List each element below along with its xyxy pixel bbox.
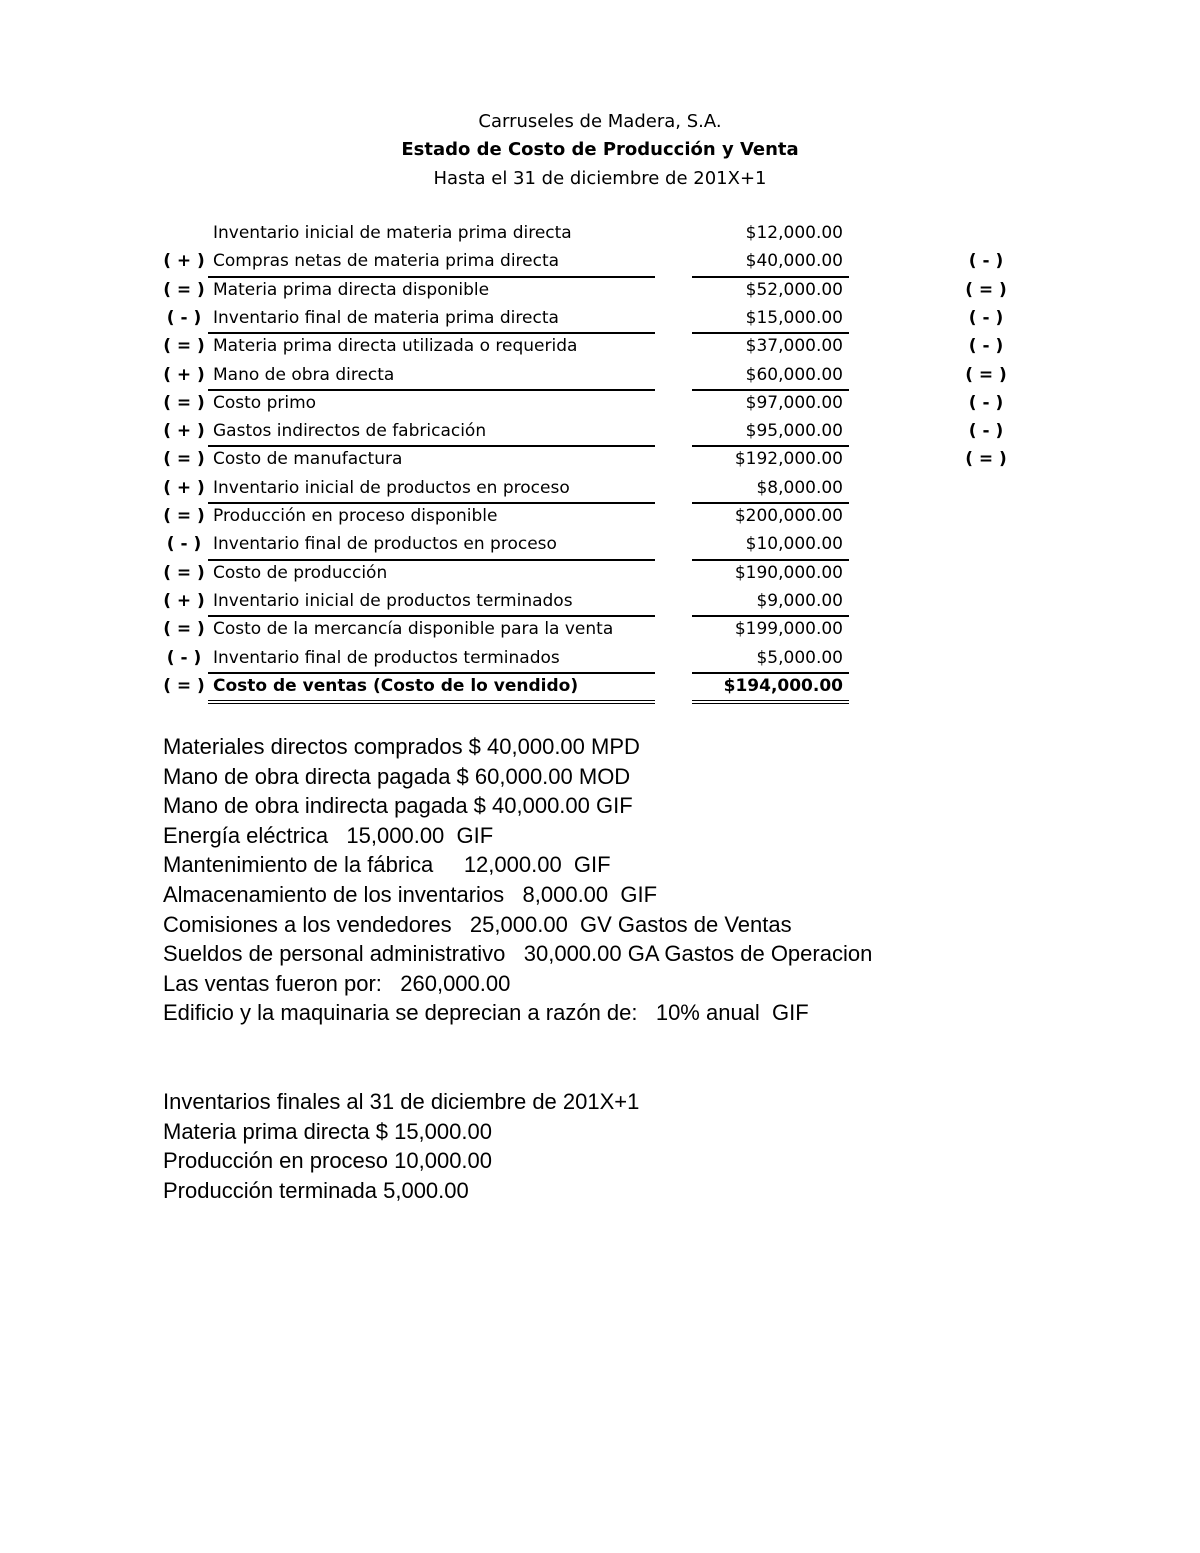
statement-label: Inventario inicial de productos en proceso	[213, 477, 570, 498]
statement-label: Inventario final de materia prima directa	[213, 307, 559, 328]
statement-row	[0, 390, 1200, 418]
statement-operator: ( + )	[163, 364, 205, 385]
statement-operator: ( - )	[166, 307, 202, 328]
statement-operator: ( = )	[163, 619, 205, 640]
statement-operator: ( - )	[166, 647, 202, 668]
statement-row	[0, 616, 1200, 644]
statement-label: Inventario final de productos en proceso	[213, 534, 557, 555]
statement-row	[0, 531, 1200, 559]
statement-amount: $199,000.00	[734, 619, 843, 640]
note-line: Las ventas fueron por: 260,000.00	[163, 970, 511, 996]
statement-operator: ( - )	[166, 534, 202, 555]
statement-label: Costo de producción	[213, 562, 388, 583]
statement-label: Mano de obra directa	[213, 364, 395, 385]
statement-amount: $5,000.00	[756, 647, 843, 668]
statement-row	[0, 673, 1200, 701]
statement-operator: ( = )	[163, 279, 205, 300]
inventory-line: Producción en proceso 10,000.00	[163, 1148, 493, 1174]
statement-amount: $95,000.00	[745, 421, 843, 442]
double-underline-rule	[692, 700, 849, 704]
statement-label: Gastos indirectos de fabricación	[213, 421, 487, 442]
statement-amount: $192,000.00	[734, 449, 843, 470]
statement-operator: ( = )	[163, 336, 205, 357]
statement-label: Compras netas de materia prima directa	[213, 251, 560, 272]
statement-label: Producción en proceso disponible	[213, 506, 498, 526]
statement-row	[0, 418, 1200, 446]
statement-label: Inventario final de productos terminados	[213, 647, 560, 668]
statement-side-note: ( = )	[965, 364, 1007, 385]
statement-label: Costo primo	[213, 392, 317, 413]
inventory-line: Producción terminada 5,000.00	[163, 1177, 469, 1203]
statement-side-note: ( - )	[968, 392, 1004, 413]
inventory-line: Inventarios finales al 31 de diciembre de 201X+1	[163, 1089, 640, 1114]
note-line: Energía eléctrica 15,000.00 GIF	[163, 822, 494, 848]
statement-amount: $9,000.00	[756, 590, 843, 611]
note-line: Mano de obra indirecta pagada $ 40,000.00 GIF	[163, 793, 633, 819]
statement-label: Inventario inicial de productos terminados	[213, 590, 573, 611]
statement-row	[0, 333, 1200, 361]
statement-amount: $10,000.00	[745, 534, 843, 555]
statement-row	[0, 362, 1200, 390]
statement-operator: ( = )	[163, 449, 205, 470]
statement-amount: $52,000.00	[745, 279, 843, 300]
statement-row	[0, 305, 1200, 333]
statement-operator: ( + )	[163, 590, 205, 611]
note-line: Almacenamiento de los inventarios 8,000.00 GIF	[163, 881, 658, 907]
note-line: Edificio y la maquinaria se deprecian a razón de: 10% anual GIF	[163, 1000, 809, 1026]
statement-side-note: ( - )	[968, 251, 1004, 272]
statement-operator: ( = )	[163, 675, 205, 696]
statement-row	[0, 277, 1200, 305]
statement-operator: ( = )	[163, 506, 205, 526]
statement-operator: ( = )	[163, 562, 205, 583]
inventory-line: Materia prima directa $ 15,000.00	[163, 1118, 492, 1144]
statement-operator: ( + )	[163, 251, 205, 272]
statement-row	[0, 560, 1200, 588]
statement-amount: $194,000.00	[723, 675, 843, 696]
statement-row	[0, 588, 1200, 616]
statement-row	[0, 220, 1200, 248]
note-line: Mano de obra directa pagada $ 60,000.00 MOD	[163, 763, 631, 789]
statement-label: Inventario inicial de materia prima directa	[213, 223, 572, 243]
statement-amount: $15,000.00	[745, 307, 843, 328]
statement-row	[0, 446, 1200, 474]
statement-label: Costo de manufactura	[213, 449, 403, 470]
note-line: Materiales directos comprados $ 40,000.00 MPD	[163, 734, 640, 759]
statement-row	[0, 475, 1200, 503]
statement-side-note: ( = )	[965, 279, 1007, 300]
company-name: Carruseles de Madera, S.A.	[478, 111, 722, 132]
statement-amount: $190,000.00	[734, 562, 843, 583]
statement-amount: $60,000.00	[745, 364, 843, 385]
note-line: Comisiones a los vendedores 25,000.00 GV Gastos de Ventas	[163, 911, 792, 937]
statement-title: Estado de Costo de Producción y Venta	[401, 139, 799, 160]
statement-side-note: ( - )	[968, 307, 1004, 328]
statement-label: Materia prima directa disponible	[213, 279, 490, 300]
notes-list	[163, 732, 872, 1028]
statement-operator: ( + )	[163, 421, 205, 442]
statement-row	[0, 248, 1200, 276]
statement-row	[0, 503, 1200, 531]
statement-amount: $97,000.00	[745, 392, 843, 413]
statement-amount: $40,000.00	[745, 251, 843, 272]
statement-side-note: ( - )	[968, 421, 1004, 442]
statement-label: Materia prima directa utilizada o requerida	[213, 336, 578, 357]
statement-side-note: ( - )	[968, 336, 1004, 357]
statement-row	[0, 645, 1200, 673]
statement-amount: $37,000.00	[745, 336, 843, 357]
final-inventories-list	[163, 1087, 639, 1205]
statement-amount: $8,000.00	[756, 477, 843, 498]
statement-label: Costo de ventas (Costo de lo vendido)	[213, 675, 579, 696]
statement-amount: $200,000.00	[734, 506, 843, 526]
statement-operator: ( = )	[163, 392, 205, 413]
statement-operator: ( + )	[163, 477, 205, 498]
statement-period: Hasta el 31 de diciembre de 201X+1	[433, 168, 767, 189]
note-line: Mantenimiento de la fábrica 12,000.00 GIF	[163, 852, 611, 878]
statement-label: Costo de la mercancía disponible para la venta	[213, 619, 614, 640]
statement-amount: $12,000.00	[745, 223, 843, 243]
double-underline-rule	[208, 700, 655, 704]
statement-side-note: ( = )	[965, 449, 1007, 470]
note-line: Sueldos de personal administrativo 30,000.00 GA Gastos de Operacion	[163, 941, 873, 967]
